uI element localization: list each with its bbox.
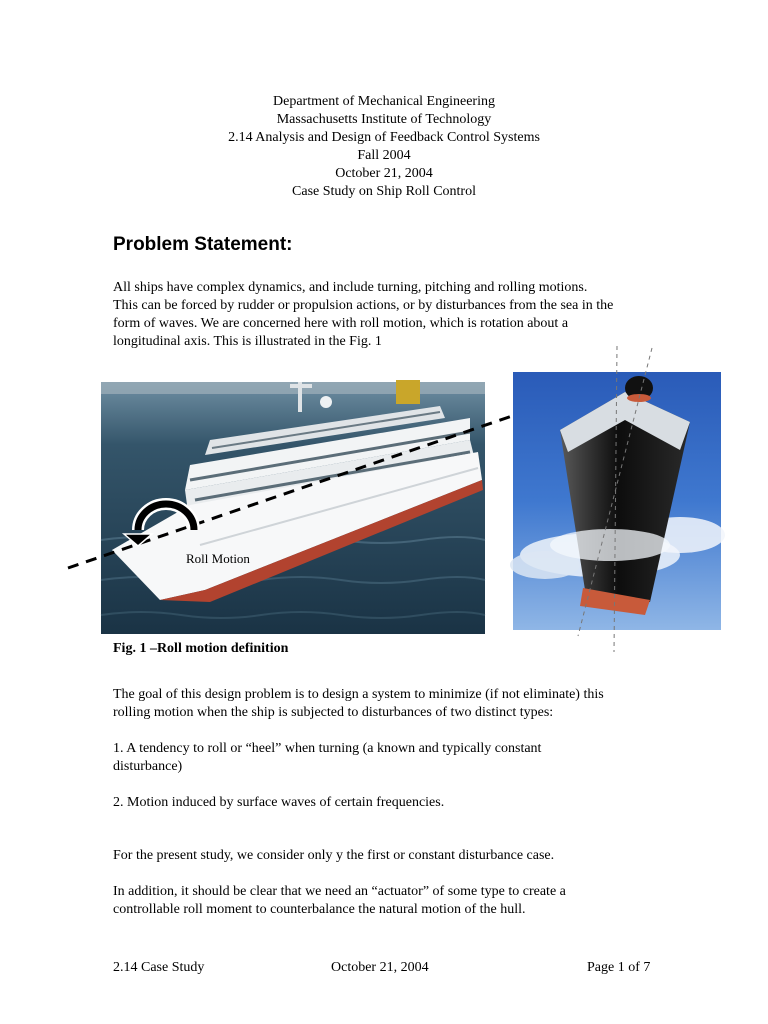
header-department: Department of Mechanical Engineering xyxy=(273,94,495,109)
roll-motion-label: Roll Motion xyxy=(186,551,250,566)
disturbance-item-1: 1. A tendency to roll or “heel” when turning (a known and typically constant disturbance) xyxy=(113,741,542,774)
section-heading: Problem Statement: xyxy=(113,234,293,255)
document-header xyxy=(0,93,768,201)
study-scope-paragraph: For the present study, we consider only y the first or constant disturbance case. xyxy=(113,848,555,863)
header-course: 2.14 Analysis and Design of Feedback Control Systems xyxy=(228,130,540,145)
figure-caption: Fig. 1 –Roll motion definition xyxy=(113,641,289,656)
header-institute: Massachusetts Institute of Technology xyxy=(276,112,492,127)
footer-course: 2.14 Case Study xyxy=(113,960,205,975)
footer-page-number: Page 1 of 7 xyxy=(587,960,651,975)
figure-roll-motion xyxy=(0,340,768,660)
goal-paragraph: The goal of this design problem is to design a system to minimize (if not eliminate) this rolling motion when the ship is subjected to disturbances of two distinct types: xyxy=(113,687,604,720)
rolling-ship-photo xyxy=(510,372,725,630)
header-title: Case Study on Ship Roll Control xyxy=(292,184,476,199)
header-date: October 21, 2004 xyxy=(335,166,433,181)
figure-illustration xyxy=(0,340,768,660)
intro-paragraph: All ships have complex dynamics, and include turning, pitching and rolling motions. This can be forced by rudder or propulsion actions, or by disturbances from the sea in the form of waves. We are concerned here with roll motion, which is rotation about a longitudinal axis. This is illustrated in the Fig. 1 xyxy=(113,280,614,349)
footer-date: October 21, 2004 xyxy=(331,960,429,975)
disturbance-item-2: 2. Motion induced by surface waves of certain frequencies. xyxy=(113,795,445,810)
header-term: Fall 2004 xyxy=(357,148,411,163)
actuator-paragraph: In addition, it should be clear that we need an “actuator” of some type to create a controllable roll moment to counterbalance the natural motion of the hull. xyxy=(113,884,566,917)
